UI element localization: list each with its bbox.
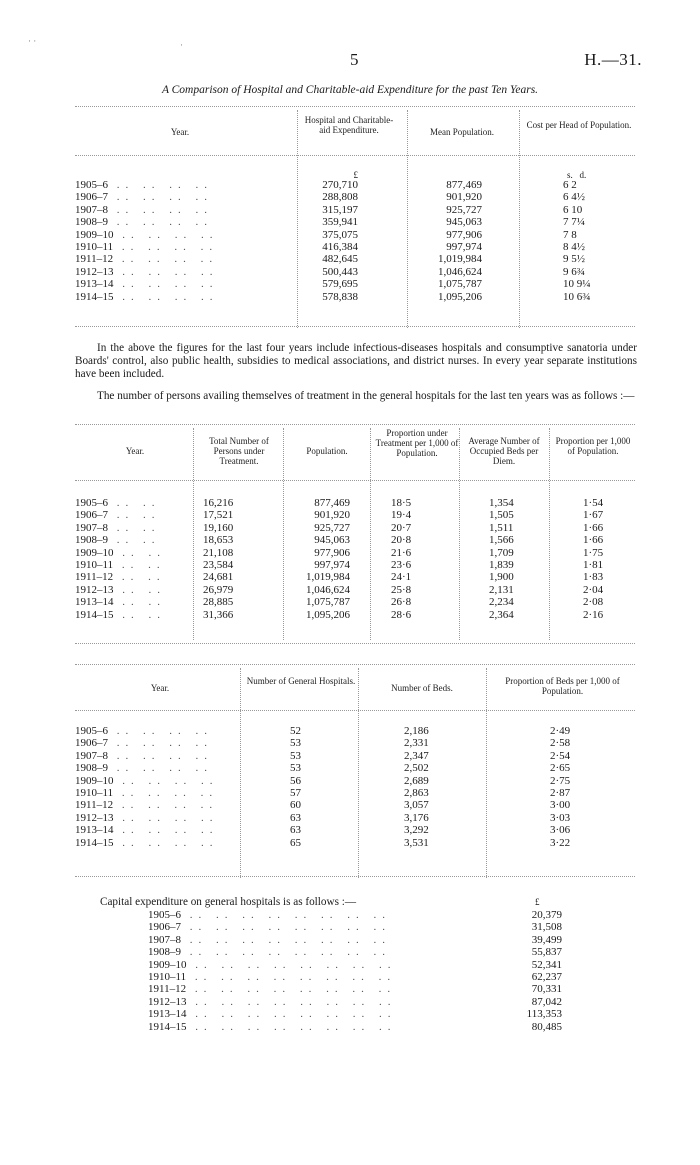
cell: 2·16 — [583, 608, 604, 621]
document-reference: H.—31. — [584, 50, 642, 69]
cell: 2,863 — [404, 787, 429, 800]
cell: 1911–12 .. .. — [75, 571, 166, 584]
cell: 945,063 — [314, 534, 350, 547]
column-divider — [283, 428, 284, 640]
cell: 579,695 — [322, 278, 358, 291]
column-header: Population. — [306, 446, 348, 456]
cell: 1912–13 .. .. — [75, 583, 166, 596]
cell: 1,019,984 — [306, 571, 350, 584]
cell: 1,046,624 — [438, 265, 482, 278]
cell: 2·58 — [550, 737, 571, 750]
cell: 56 — [290, 774, 301, 787]
dot-leader: .. .. .. .. — [108, 191, 213, 204]
cell: 3·00 — [550, 799, 571, 812]
cell: 24·1 — [391, 571, 412, 584]
proportion-column — [391, 497, 441, 621]
dot-leader: .. .. .. .. — [108, 749, 213, 762]
cell: 1·54 — [583, 497, 604, 509]
cell: 1,505 — [489, 509, 514, 522]
cell: 1914–15 .. .. .. .. — [75, 290, 219, 303]
cell: 23·6 — [391, 559, 412, 572]
column-header: Number of Beds. — [391, 683, 453, 693]
cell: 17,521 — [203, 509, 234, 522]
column-header: Proportion per 1,000 of Population. — [555, 436, 631, 456]
cell: 55,837 — [531, 946, 562, 959]
table-rule — [75, 326, 635, 327]
cell: 6 2 — [563, 179, 577, 191]
cell: 1,075,787 — [306, 596, 350, 609]
cell: 1908–9 .. .. .. .. — [75, 216, 213, 229]
cell: 3·03 — [550, 811, 571, 824]
year-column — [75, 497, 187, 621]
dot-leader: .. .. — [113, 571, 166, 584]
cell: 997,974 — [314, 559, 350, 572]
dot-leader: .. .. .. .. — [113, 265, 219, 278]
dot-leader: .. .. .. .. .. .. .. .. — [186, 958, 397, 971]
cell: 1913–14 .. .. .. .. — [75, 824, 219, 837]
column-header: Average Number of Occupied Beds per Diem. — [468, 436, 540, 466]
cell: 21,108 — [203, 546, 234, 559]
cell: 9 6¾ — [563, 265, 585, 278]
dot-leader: .. .. .. .. — [108, 737, 213, 750]
cell: 1906–7 .. .. .. .. — [75, 737, 213, 750]
dot-leader: .. .. .. .. — [108, 216, 213, 229]
cell: 1913–14 .. .. — [75, 596, 166, 609]
cell: 1909–10 .. .. — [75, 546, 166, 559]
column-header: Hospital and Charitable-aid Expenditure. — [304, 115, 394, 135]
population-column — [288, 497, 350, 621]
cell: 1·81 — [583, 559, 604, 572]
cell: 2·54 — [550, 749, 571, 762]
cell: 3,176 — [404, 811, 429, 824]
paragraph-note: In the above the figures for the last four years include infectious-diseases hospitals and consumptive sanatoria under Boards' control, also public health, subsidies to medical associations, and district nurses. In every year separate institutions have been included. — [75, 342, 637, 380]
table-rule — [75, 155, 635, 156]
cell: 2,689 — [404, 774, 429, 787]
dot-leader: .. .. .. .. — [108, 762, 213, 775]
capital-amount-column — [512, 909, 562, 1033]
cell: 270,710 — [322, 179, 358, 191]
cell: 945,063 — [446, 216, 482, 229]
cell: 1,019,984 — [438, 253, 482, 266]
dot-leader: .. .. .. .. .. .. .. .. — [186, 1020, 397, 1033]
cell: 2·04 — [583, 583, 604, 596]
cell: 1913–14 .. .. .. .. .. .. .. .. — [148, 1008, 397, 1021]
cell: 1908–9 .. .. — [75, 534, 161, 547]
cell: 57 — [290, 787, 301, 800]
dot-leader: .. .. — [113, 608, 166, 621]
table-rule — [75, 876, 635, 877]
cell: 1912–13 .. .. .. .. — [75, 811, 219, 824]
cell: 1905–6 .. .. — [75, 497, 161, 509]
cell: 63 — [290, 811, 301, 824]
column-header: Year. — [170, 127, 190, 137]
cost-column — [563, 179, 623, 303]
cell: 7 8 — [563, 228, 577, 241]
cell: 500,443 — [322, 265, 358, 278]
cell: 31,366 — [203, 608, 234, 621]
cell: 26,979 — [203, 583, 234, 596]
dot-leader: .. .. .. .. — [113, 799, 219, 812]
table1-caption: A Comparison of Hospital and Charitable-aid Expenditure for the past Ten Years. — [161, 84, 539, 96]
cell: 1910–11 .. .. .. .. — [75, 787, 219, 800]
cell: 53 — [290, 749, 301, 762]
cell: 1·66 — [583, 521, 604, 534]
dot-leader: .. .. .. .. — [108, 203, 213, 216]
proportion-per-thousand-column — [583, 497, 623, 621]
cell: 877,469 — [446, 179, 482, 191]
table-rule — [75, 643, 635, 644]
cell: 2,186 — [404, 725, 429, 737]
cell: 2,331 — [404, 737, 429, 750]
expenditure-column — [300, 179, 358, 303]
cell: 52,341 — [531, 958, 562, 971]
column-header: Proportion of Beds per 1,000 of Population. — [505, 676, 620, 696]
cell: 482,645 — [322, 253, 358, 266]
dot-leader: .. .. .. .. — [113, 290, 219, 303]
dot-leader: .. .. — [113, 583, 166, 596]
cell: 1,095,206 — [438, 290, 482, 303]
year-column — [75, 725, 235, 849]
cell: 65 — [290, 836, 301, 849]
unit-label: £ — [353, 170, 358, 180]
beds-proportion-column — [550, 725, 590, 849]
cell: 1909–10 .. .. .. .. — [75, 774, 219, 787]
cell: 60 — [290, 799, 301, 812]
cell: 26·8 — [391, 596, 412, 609]
column-divider — [240, 668, 241, 878]
cell: 39,499 — [531, 933, 562, 946]
dot-leader: .. .. .. .. .. .. .. .. — [181, 946, 391, 959]
hospitals-column — [290, 725, 320, 849]
column-header: Year. — [125, 446, 145, 456]
beds-column — [404, 725, 454, 849]
cell: 1911–12 .. .. .. .. — [75, 253, 219, 266]
dot-leader: .. .. .. .. .. .. .. .. — [186, 971, 397, 984]
cell: 1905–6 .. .. .. .. — [75, 725, 213, 737]
dot-leader: .. .. .. .. .. .. .. .. — [186, 995, 397, 1008]
cell: 1910–11 .. .. .. .. — [75, 241, 219, 254]
cell: 28,885 — [203, 596, 234, 609]
cell: 1905–6 .. .. .. .. — [75, 179, 213, 191]
cell: 901,920 — [314, 509, 350, 522]
paragraph-intro: The number of persons availing themselves of treatment in the general hospitals for the last ten years was as follows :— — [97, 390, 635, 402]
cell: 1,075,787 — [438, 278, 482, 291]
cell: 2,347 — [404, 749, 429, 762]
cell: 63 — [290, 824, 301, 837]
cell: 2,234 — [489, 596, 514, 609]
cell: 1·75 — [583, 546, 604, 559]
cell: 1905–6 .. .. .. .. .. .. .. .. — [148, 909, 391, 921]
table-rule — [75, 106, 635, 107]
column-divider — [549, 428, 550, 640]
cell: 3·22 — [550, 836, 571, 849]
cell: 2,131 — [489, 583, 514, 596]
cell: 1,566 — [489, 534, 514, 547]
cell: 1,046,624 — [306, 583, 350, 596]
column-divider — [519, 110, 520, 328]
cell: 901,920 — [446, 191, 482, 204]
cell: 1,839 — [489, 559, 514, 572]
cell: 6 4½ — [563, 191, 585, 204]
occupied-beds-column — [489, 497, 539, 621]
cell: 16,216 — [203, 497, 234, 509]
cell: 21·6 — [391, 546, 412, 559]
cell: 1,354 — [489, 497, 514, 509]
unit-label: £ — [535, 897, 540, 907]
cell: 3·06 — [550, 824, 571, 837]
dot-leader: .. .. .. .. — [113, 253, 219, 266]
cell: 288,808 — [322, 191, 358, 204]
dot-leader: .. .. .. .. .. .. .. .. — [181, 921, 391, 934]
scan-mark: · · — [28, 36, 37, 46]
cell: 1907–8 .. .. .. .. .. .. .. .. — [148, 933, 391, 946]
cell: 3,292 — [404, 824, 429, 837]
capital-intro: Capital expenditure on general hospitals is as follows :— — [100, 896, 357, 908]
dot-leader: .. .. .. .. — [108, 725, 213, 737]
cell: 1912–13 .. .. .. .. .. .. .. .. — [148, 995, 397, 1008]
page-header — [0, 50, 700, 70]
cell: 19·4 — [391, 509, 412, 522]
cell: 18·5 — [391, 497, 412, 509]
cell: 1910–11 .. .. .. .. .. .. .. .. — [148, 971, 397, 984]
year-column — [75, 179, 290, 303]
dot-leader: .. .. — [108, 521, 161, 534]
capital-year-column — [148, 909, 518, 1033]
table-rule — [75, 424, 635, 425]
cell: 1906–7 .. .. .. .. — [75, 191, 213, 204]
column-header: Proportion under Treatment per 1,000 of Population. — [375, 428, 459, 458]
page-number: 5 — [350, 50, 359, 69]
cell: 1910–11 .. .. — [75, 559, 166, 572]
cell: 997,974 — [446, 241, 482, 254]
dot-leader: .. .. .. .. — [113, 228, 219, 241]
cell: 1907–8 .. .. .. .. — [75, 203, 213, 216]
column-header: Mean Population. — [430, 127, 494, 137]
cell: 1,511 — [489, 521, 514, 534]
column-divider — [358, 668, 359, 878]
cell: 877,469 — [314, 497, 350, 509]
dot-leader: .. .. .. .. — [108, 179, 213, 191]
dot-leader: .. .. .. .. — [113, 787, 219, 800]
cell: 2·49 — [550, 725, 571, 737]
cell: 62,237 — [531, 971, 562, 984]
cell: 1906–7 .. .. — [75, 509, 161, 522]
column-divider — [459, 428, 460, 640]
cell: 1,095,206 — [306, 608, 350, 621]
column-divider — [193, 428, 194, 640]
cell: 2·75 — [550, 774, 571, 787]
cell: 925,727 — [446, 203, 482, 216]
cell: 52 — [290, 725, 301, 737]
cell: 3,531 — [404, 836, 429, 849]
cell: 3,057 — [404, 799, 429, 812]
cell: 8 4½ — [563, 241, 585, 254]
population-column — [410, 179, 482, 303]
cell: 1906–7 .. .. .. .. .. .. .. .. — [148, 921, 391, 934]
cell: 23,584 — [203, 559, 234, 572]
cell: 25·8 — [391, 583, 412, 596]
cell: 1914–15 .. .. .. .. — [75, 836, 219, 849]
dot-leader: .. .. — [108, 497, 161, 509]
dot-leader: .. .. — [113, 559, 166, 572]
dot-leader: .. .. — [113, 546, 166, 559]
cell: 10 9¼ — [563, 278, 591, 291]
cell: 359,941 — [322, 216, 358, 229]
dot-leader: .. .. .. .. — [113, 241, 219, 254]
column-header: Total Number of Persons under Treatment. — [209, 436, 269, 466]
dot-leader: .. .. .. .. — [113, 824, 219, 837]
cell: 2,364 — [489, 608, 514, 621]
cell: 1913–14 .. .. .. .. — [75, 278, 219, 291]
cell: 2·65 — [550, 762, 571, 775]
dot-leader: .. .. .. .. — [113, 774, 219, 787]
column-header: Cost per Head of Population. — [526, 120, 632, 130]
cell: 7 7¼ — [563, 216, 585, 229]
cell: 1908–9 .. .. .. .. .. .. .. .. — [148, 946, 391, 959]
column-divider — [297, 110, 298, 328]
cell: 1909–10 .. .. .. .. — [75, 228, 219, 241]
column-divider — [370, 428, 371, 640]
cell: 1907–8 .. .. .. .. — [75, 749, 213, 762]
dot-leader: .. .. .. .. — [113, 278, 219, 291]
dot-leader: .. .. .. .. .. .. .. .. — [181, 933, 391, 946]
table-rule — [75, 664, 635, 665]
cell: 87,042 — [531, 995, 562, 1008]
scan-mark: · — [180, 40, 183, 50]
persons-column — [203, 497, 273, 621]
cell: 1·83 — [583, 571, 604, 584]
cell: 1·66 — [583, 534, 604, 547]
dot-leader: .. .. — [108, 534, 161, 547]
cell: 375,075 — [322, 228, 358, 241]
dot-leader: .. .. .. .. .. .. .. .. — [186, 983, 397, 996]
cell: 2·08 — [583, 596, 604, 609]
dot-leader: .. .. .. .. .. .. .. .. — [181, 909, 391, 921]
unit-label: s. d. — [567, 170, 587, 180]
cell: 20,379 — [531, 909, 562, 921]
cell: 1908–9 .. .. .. .. — [75, 762, 213, 775]
cell: 1914–15 .. .. .. .. .. .. .. .. — [148, 1020, 397, 1033]
cell: 80,485 — [531, 1020, 562, 1033]
cell: 113,353 — [526, 1008, 562, 1021]
cell: 977,906 — [314, 546, 350, 559]
cell: 53 — [290, 737, 301, 750]
cell: 53 — [290, 762, 301, 775]
cell: 28·6 — [391, 608, 412, 621]
cell: 20·8 — [391, 534, 412, 547]
table-rule — [75, 480, 635, 481]
cell: 1914–15 .. .. — [75, 608, 166, 621]
cell: 1,900 — [489, 571, 514, 584]
column-header: Number of General Hospitals. — [246, 676, 356, 686]
cell: 10 6¾ — [563, 290, 591, 303]
cell: 70,331 — [531, 983, 562, 996]
cell: 578,838 — [322, 290, 358, 303]
cell: 19,160 — [203, 521, 234, 534]
cell: 1911–12 .. .. .. .. .. .. .. .. — [148, 983, 397, 996]
dot-leader: .. .. .. .. .. .. .. .. — [186, 1008, 397, 1021]
cell: 31,508 — [531, 921, 562, 934]
column-divider — [407, 110, 408, 328]
cell: 1909–10 .. .. .. .. .. .. .. .. — [148, 958, 397, 971]
column-divider — [486, 668, 487, 878]
cell: 20·7 — [391, 521, 412, 534]
dot-leader: .. .. — [113, 596, 166, 609]
cell: 925,727 — [314, 521, 350, 534]
cell: 9 5½ — [563, 253, 585, 266]
cell: 1·67 — [583, 509, 604, 522]
dot-leader: .. .. — [108, 509, 161, 522]
table-rule — [75, 710, 635, 711]
cell: 416,384 — [322, 241, 358, 254]
cell: 24,681 — [203, 571, 234, 584]
cell: 1907–8 .. .. — [75, 521, 161, 534]
column-header: Year. — [150, 683, 170, 693]
dot-leader: .. .. .. .. — [113, 836, 219, 849]
cell: 315,197 — [322, 203, 358, 216]
dot-leader: .. .. .. .. — [113, 811, 219, 824]
cell: 18,653 — [203, 534, 234, 547]
cell: 1,709 — [489, 546, 514, 559]
cell: 1911–12 .. .. .. .. — [75, 799, 219, 812]
cell: 2·87 — [550, 787, 571, 800]
cell: 977,906 — [446, 228, 482, 241]
cell: 1912–13 .. .. .. .. — [75, 265, 219, 278]
cell: 6 10 — [563, 203, 583, 216]
cell: 2,502 — [404, 762, 429, 775]
